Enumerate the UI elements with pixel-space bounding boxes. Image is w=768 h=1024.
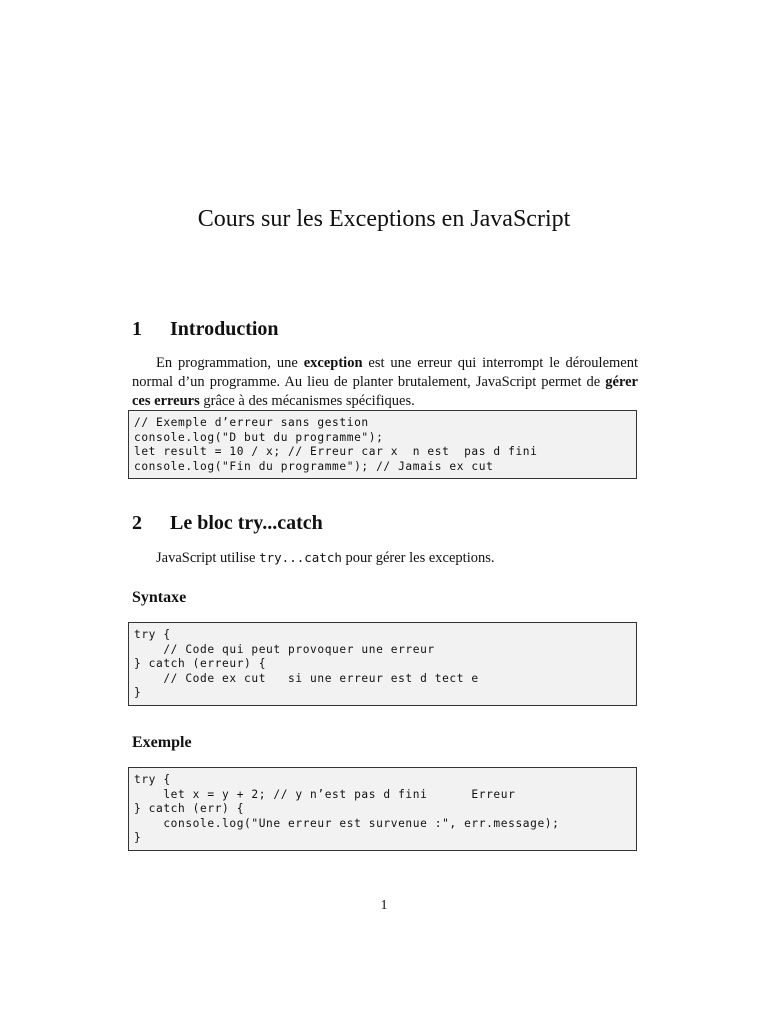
code-line: } <box>134 686 142 700</box>
code-line: // Exemple d’erreur sans gestion <box>134 416 369 429</box>
code-block-syntaxe <box>128 622 637 706</box>
code-line: console.log("Une erreur est survenue :", err.message); <box>134 816 560 830</box>
intro-text-3: grâce à des mécanismes spécifiques. <box>199 393 415 409</box>
code-line: } <box>134 831 142 845</box>
try-catch-text-1: JavaScript utilise <box>156 550 260 566</box>
subsection-heading-exemple: Exemple <box>132 734 192 751</box>
section-title: Le bloc try...catch <box>170 512 323 534</box>
code-line: try { <box>134 773 171 786</box>
section-number: 1 <box>132 318 142 340</box>
page-number: 1 <box>380 898 388 913</box>
section-heading-try-catch <box>132 512 323 535</box>
code-line: } catch (err) { <box>134 802 245 816</box>
code-line: try { <box>134 628 171 641</box>
code-line: // Code qui peut provoquer une erreur <box>134 642 435 656</box>
code-line: let x = y + 2; // y n’est pas d fini Erreur <box>134 787 516 801</box>
code-line: } catch (erreur) { <box>134 657 267 671</box>
intro-text-2: est une erreur qui interrompt le déroulement normal d’un programme. Au lieu de planter brutalement, JavaScript permet de <box>132 355 639 390</box>
code-line: console.log("D but du programme"); <box>134 430 384 444</box>
try-catch-paragraph <box>132 548 638 568</box>
intro-bold-gerer: gérer ces erreurs <box>132 374 638 409</box>
intro-bold-exception: exception <box>303 355 363 371</box>
try-catch-text-2: pour gérer les exceptions. <box>341 550 495 566</box>
code-line: let result = 10 / x; // Erreur car x n est pas d fini <box>134 445 538 459</box>
code-line: // Code ex cut si une erreur est d tect e <box>134 671 479 685</box>
section-number: 2 <box>132 512 142 534</box>
intro-text-1: En programmation, une <box>156 355 304 371</box>
subsection-heading-syntaxe: Syntaxe <box>132 589 187 606</box>
section-title: Introduction <box>170 318 279 340</box>
code-block-exemple <box>128 767 637 851</box>
document-title: Cours sur les Exceptions en JavaScript <box>197 206 571 232</box>
section-heading-introduction <box>132 318 279 341</box>
intro-paragraph <box>132 354 638 411</box>
inline-code-try-catch: try...catch <box>259 550 342 565</box>
code-block-intro <box>128 410 637 479</box>
code-line: console.log("Fin du programme"); // Jamais ex cut <box>134 459 494 473</box>
